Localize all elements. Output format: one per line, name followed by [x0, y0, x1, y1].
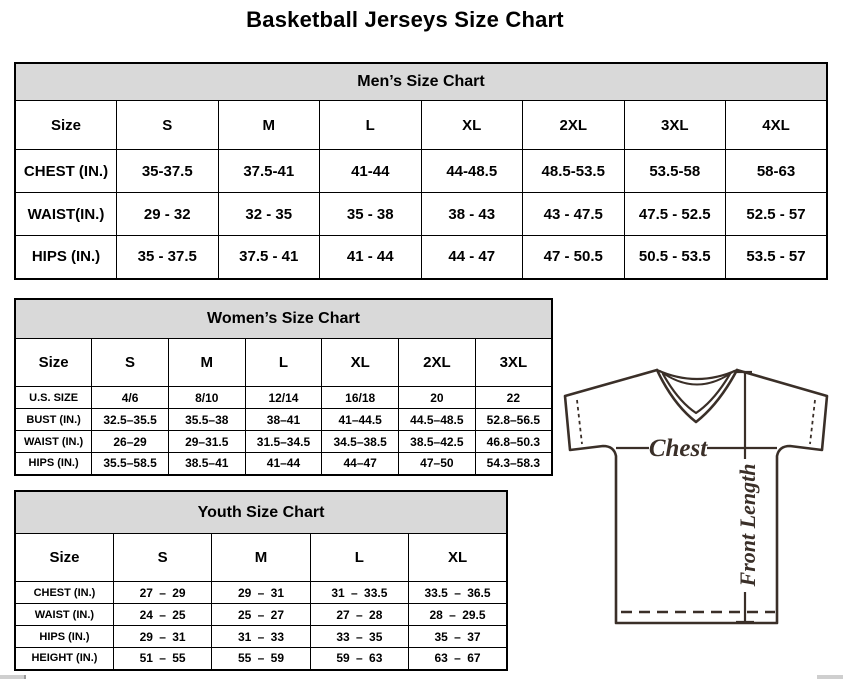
table-title-row	[15, 299, 552, 339]
size-value: 8/10	[168, 387, 245, 409]
size-value: 58-63	[726, 150, 828, 193]
row-label: BUST (IN.)	[15, 409, 92, 431]
column-header-row	[15, 101, 827, 150]
size-value: 47 - 50.5	[523, 236, 625, 279]
size-value: 35.5–38	[168, 409, 245, 431]
size-value: 53.5 - 57	[726, 236, 828, 279]
page-title: Basketball Jerseys Size Chart	[246, 7, 564, 32]
size-value: 12/14	[245, 387, 322, 409]
jersey-outline	[565, 370, 827, 623]
size-value: 4/6	[92, 387, 169, 409]
size-value: 16/18	[322, 387, 399, 409]
row-label: U.S. SIZE	[15, 387, 92, 409]
size-value: 53.5-58	[624, 150, 726, 193]
measurement-row	[15, 582, 507, 604]
column-header: S	[117, 101, 219, 150]
table-title-row	[15, 491, 507, 534]
size-value: 37.5-41	[218, 150, 320, 193]
size-value: 48.5-53.5	[523, 150, 625, 193]
measurement-row	[15, 626, 507, 648]
measurement-row	[15, 431, 552, 453]
size-value: 35 - 37.5	[117, 236, 219, 279]
mens-table-title: Men’s Size Chart	[15, 63, 827, 101]
left-sleeve-dashed-line	[577, 400, 582, 444]
column-header: M	[168, 339, 245, 387]
size-value: 22	[475, 387, 552, 409]
measurement-row	[15, 648, 507, 670]
size-value: 24 – 25	[113, 604, 211, 626]
size-value: 55 – 59	[212, 648, 310, 670]
womens-size-table	[14, 298, 553, 476]
size-value: 31 – 33	[212, 626, 310, 648]
size-value: 46.8–50.3	[475, 431, 552, 453]
row-label: CHEST (IN.)	[15, 150, 117, 193]
column-header: XL	[409, 534, 507, 582]
size-value: 29 - 32	[117, 193, 219, 236]
size-value: 51 – 55	[113, 648, 211, 670]
size-value: 32 - 35	[218, 193, 320, 236]
column-header: XL	[421, 101, 523, 150]
column-header: S	[113, 534, 211, 582]
size-value: 54.3–58.3	[475, 453, 552, 475]
column-header: L	[320, 101, 422, 150]
column-header: 2XL	[523, 101, 625, 150]
size-value: 27 – 29	[113, 582, 211, 604]
size-value: 41-44	[320, 150, 422, 193]
size-value: 41–44	[245, 453, 322, 475]
size-value: 63 – 67	[409, 648, 507, 670]
size-value: 25 – 27	[212, 604, 310, 626]
size-value: 35 - 38	[320, 193, 422, 236]
size-value: 34.5–38.5	[322, 431, 399, 453]
size-value: 43 - 47.5	[523, 193, 625, 236]
mens-size-table	[14, 62, 828, 280]
column-header: 4XL	[726, 101, 828, 150]
size-value: 28 – 29.5	[409, 604, 507, 626]
size-value: 32.5–35.5	[92, 409, 169, 431]
size-value: 47–50	[399, 453, 476, 475]
column-header: L	[245, 339, 322, 387]
size-value: 44–47	[322, 453, 399, 475]
size-value: 52.5 - 57	[726, 193, 828, 236]
row-label: HIPS (IN.)	[15, 453, 92, 475]
size-value: 41–44.5	[322, 409, 399, 431]
measurement-lines	[577, 372, 815, 622]
measurement-row	[15, 604, 507, 626]
measurement-row	[15, 453, 552, 475]
size-value: 59 – 63	[310, 648, 408, 670]
size-value: 38–41	[245, 409, 322, 431]
table-title-row	[15, 63, 827, 101]
measurement-row	[15, 236, 827, 279]
scrollbar-fragment-right[interactable]	[817, 675, 843, 679]
column-header-row	[15, 339, 552, 387]
size-value: 35.5–58.5	[92, 453, 169, 475]
size-column-header: Size	[15, 101, 117, 150]
size-value: 29 – 31	[113, 626, 211, 648]
womens-table-title: Women’s Size Chart	[15, 299, 552, 339]
column-header-row	[15, 534, 507, 582]
size-value: 33.5 – 36.5	[409, 582, 507, 604]
column-header: 2XL	[399, 339, 476, 387]
jersey-diagram-svg	[555, 360, 843, 660]
size-value: 50.5 - 53.5	[624, 236, 726, 279]
measurement-row	[15, 387, 552, 409]
size-value: 52.8–56.5	[475, 409, 552, 431]
size-value: 31.5–34.5	[245, 431, 322, 453]
size-value: 29 – 31	[212, 582, 310, 604]
size-value: 37.5 - 41	[218, 236, 320, 279]
column-header: 3XL	[624, 101, 726, 150]
size-value: 26–29	[92, 431, 169, 453]
chest-label: Chest	[648, 435, 708, 462]
measurement-row	[15, 150, 827, 193]
column-header: S	[92, 339, 169, 387]
column-header: L	[310, 534, 408, 582]
size-value: 31 – 33.5	[310, 582, 408, 604]
jersey-measurement-diagram	[555, 360, 843, 660]
size-value: 47.5 - 52.5	[624, 193, 726, 236]
size-value: 35 – 37	[409, 626, 507, 648]
row-label: CHEST (IN.)	[15, 582, 113, 604]
youth-table-title: Youth Size Chart	[15, 491, 507, 534]
size-value: 35-37.5	[117, 150, 219, 193]
size-value: 44.5–48.5	[399, 409, 476, 431]
row-label: WAIST (IN.)	[15, 431, 92, 453]
size-column-header: Size	[15, 339, 92, 387]
measurement-row	[15, 409, 552, 431]
column-header: XL	[322, 339, 399, 387]
size-value: 27 – 28	[310, 604, 408, 626]
column-header: 3XL	[475, 339, 552, 387]
size-value: 38 - 43	[421, 193, 523, 236]
measurement-row	[15, 193, 827, 236]
size-value: 20	[399, 387, 476, 409]
column-header: M	[218, 101, 320, 150]
row-label: HIPS (IN.)	[15, 626, 113, 648]
size-value: 38.5–42.5	[399, 431, 476, 453]
size-column-header: Size	[15, 534, 113, 582]
front-length-label: Front Length	[735, 463, 760, 587]
row-label: HEIGHT (IN.)	[15, 648, 113, 670]
size-value: 44-48.5	[421, 150, 523, 193]
right-sleeve-dashed-line	[810, 400, 815, 444]
size-value: 41 - 44	[320, 236, 422, 279]
size-value: 44 - 47	[421, 236, 523, 279]
youth-size-table	[14, 490, 508, 671]
size-value: 38.5–41	[168, 453, 245, 475]
column-header: M	[212, 534, 310, 582]
scrollbar-fragment-left[interactable]	[0, 675, 26, 679]
size-value: 29–31.5	[168, 431, 245, 453]
size-value: 33 – 35	[310, 626, 408, 648]
row-label: WAIST(IN.)	[15, 193, 117, 236]
row-label: WAIST (IN.)	[15, 604, 113, 626]
row-label: HIPS (IN.)	[15, 236, 117, 279]
